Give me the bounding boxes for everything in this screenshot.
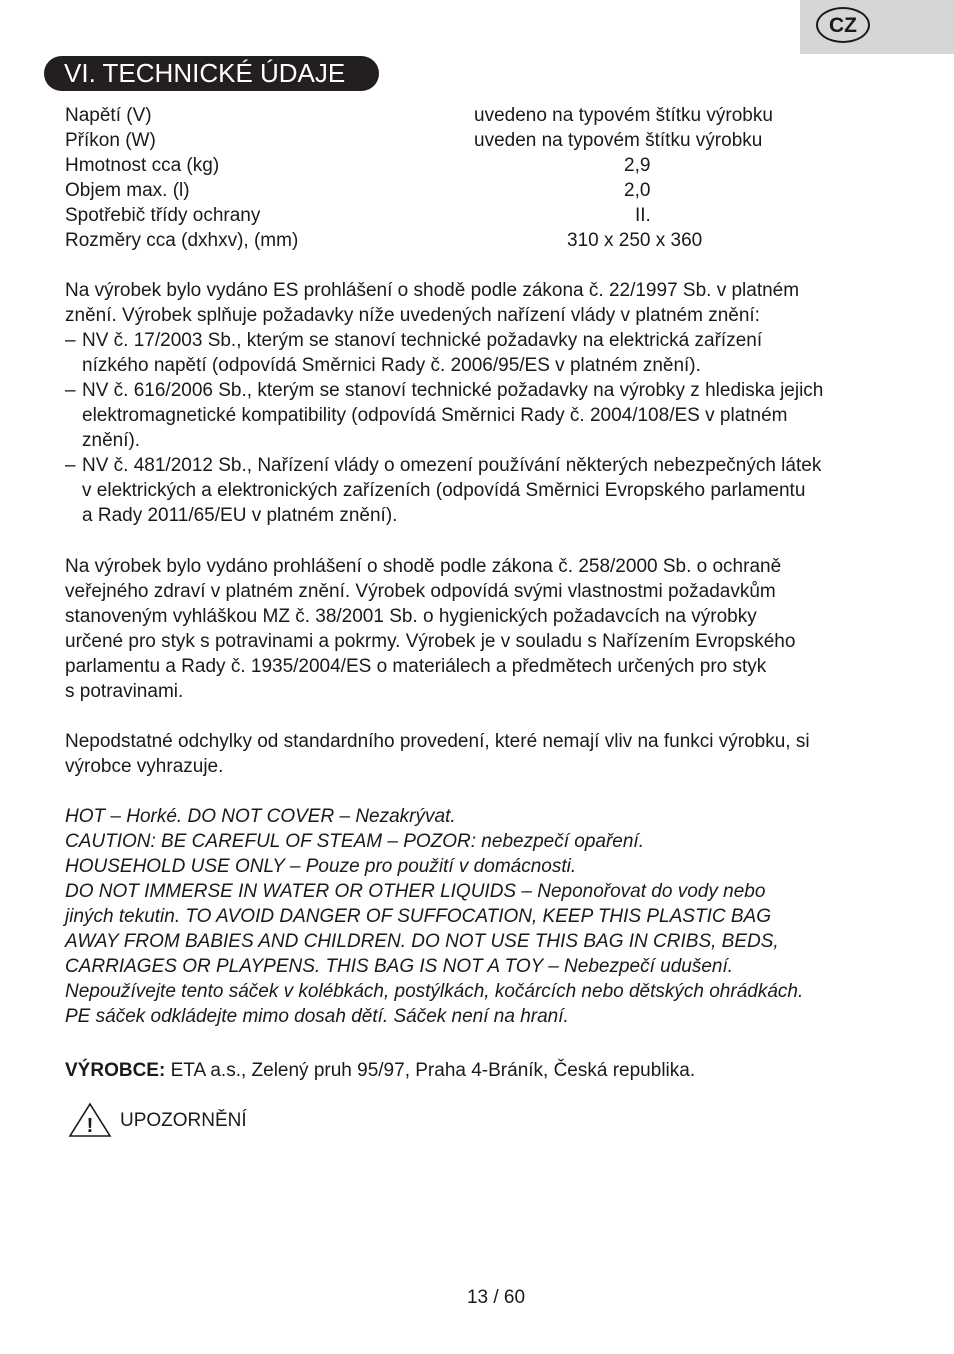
deviation-note-line: Nepodstatné odchylky od standardního provedení, které nemají vliv na funkci výrobku, si <box>65 731 810 752</box>
health-declaration-line: parlamentu a Rady č. 1935/2004/ES o materiálech a předmětech určených pro styk <box>65 656 767 677</box>
warning-symbol: ! <box>86 1115 94 1137</box>
health-declaration-line: Na výrobek bylo vydáno prohlášení o shodě podle zákona č. 258/2000 Sb. o ochraně <box>65 556 782 577</box>
spec-value: 2,0 <box>624 180 651 201</box>
warning-line: CAUTION: BE CAREFUL OF STEAM – POZOR: nebezpečí opaření. <box>65 831 644 852</box>
page-number: 13 / 60 <box>466 1287 526 1308</box>
regulation-list <box>65 328 895 528</box>
spec-row <box>65 128 865 153</box>
manufacturer-label: VÝROBCE: <box>65 1060 166 1081</box>
regulation-line: a Rady 2011/65/EU v platném znění). <box>82 505 398 526</box>
health-declaration-line: stanoveným vyhláškou MZ č. 38/2001 Sb. o hygienických požadavcích na výrobky <box>65 606 757 627</box>
spec-label: Rozměry cca (dxhxv), (mm) <box>65 230 299 251</box>
health-declaration-line: veřejného zdraví v platném znění. Výrobek odpovídá svými vlastnostmi požadavkům <box>65 581 776 602</box>
declaration-intro-line: znění. Výrobek splňuje požadavky níže uvedených nařízení vlády v platném znění: <box>65 305 760 326</box>
deviation-note <box>65 729 895 779</box>
list-dash: – <box>65 380 76 401</box>
caution-label: UPOZORNĚNÍ <box>120 1109 247 1131</box>
health-declaration <box>65 554 895 704</box>
regulation-line: elektromagnetické kompatibility (odpovídá Směrnici Rady č. 2004/108/ES v platném <box>82 405 788 426</box>
spec-row <box>65 178 865 203</box>
regulation-line: nízkého napětí (odpovídá Směrnici Rady č. 2006/95/ES v platném znění). <box>82 355 701 376</box>
spec-row <box>65 228 865 253</box>
section-title: VI. TECHNICKÉ ÚDAJE <box>44 56 379 91</box>
spec-table <box>65 103 865 253</box>
regulation-item <box>65 328 895 378</box>
regulation-line: v elektrických a elektronických zařízeních (odpovídá Směrnici Evropského parlamentu <box>82 480 806 501</box>
regulation-line: NV č. 616/2006 Sb., kterým se stanoví technické požadavky na výrobky z hlediska jejich <box>82 380 824 401</box>
spec-label: Spotřebič třídy ochrany <box>65 205 261 226</box>
manufacturer-address: ETA a.s., Zelený pruh 95/97, Praha 4-Bráník, Česká republika. <box>165 1060 696 1081</box>
health-declaration-line: s potravinami. <box>65 681 184 702</box>
warning-line: HOUSEHOLD USE ONLY – Pouze pro použití v domácnosti. <box>65 856 577 877</box>
spec-row <box>65 103 865 128</box>
regulation-item <box>65 453 895 528</box>
warning-line: DO NOT IMMERSE IN WATER OR OTHER LIQUIDS – Neponořovat do vody nebo <box>65 881 766 902</box>
caution-row <box>68 1100 247 1140</box>
spec-value: II. <box>635 205 651 226</box>
spec-value: uveden na typovém štítku výrobku <box>474 130 763 151</box>
spec-row <box>65 203 865 228</box>
spec-label: Příkon (W) <box>65 130 156 151</box>
manufacturer <box>65 1058 895 1083</box>
list-dash: – <box>65 330 76 351</box>
ec-declaration <box>65 278 895 328</box>
spec-row <box>65 153 865 178</box>
warning-triangle-icon <box>68 1102 112 1138</box>
regulation-line: znění). <box>82 430 141 451</box>
list-dash: – <box>65 455 76 476</box>
spec-value: 310 x 250 x 360 <box>567 230 703 251</box>
warning-line: CARRIAGES OR PLAYPENS. THIS BAG IS NOT A TOY – Nebezpečí udušení. <box>65 956 734 977</box>
spec-label: Objem max. (l) <box>65 180 190 201</box>
spec-value: 2,9 <box>624 155 651 176</box>
warning-line: PE sáček odkládejte mimo dosah dětí. Sáček není na hraní. <box>65 1006 569 1027</box>
warning-line: HOT – Horké. DO NOT COVER – Nezakrývat. <box>65 806 456 827</box>
warning-line: AWAY FROM BABIES AND CHILDREN. DO NOT USE THIS BAG IN CRIBS, BEDS, <box>65 931 779 952</box>
warning-line: jiných tekutin. TO AVOID DANGER OF SUFFOCATION, KEEP THIS PLASTIC BAG <box>65 906 771 927</box>
regulation-item <box>65 378 895 453</box>
language-code: CZ <box>829 13 857 37</box>
language-badge <box>816 7 870 43</box>
warnings-block <box>65 804 895 1029</box>
spec-label: Napětí (V) <box>65 105 152 126</box>
regulation-line: NV č. 481/2012 Sb., Nařízení vlády o omezení používání některých nebezpečných látek <box>82 455 822 476</box>
deviation-note-line: výrobce vyhrazuje. <box>65 756 224 777</box>
spec-label: Hmotnost cca (kg) <box>65 155 220 176</box>
regulation-line: NV č. 17/2003 Sb., kterým se stanoví technické požadavky na elektrická zařízení <box>82 330 763 351</box>
spec-value: uvedeno na typovém štítku výrobku <box>474 105 773 126</box>
health-declaration-line: určené pro styk s potravinami a pokrmy. Výrobek je v souladu s Nařízením Evropského <box>65 631 796 652</box>
declaration-intro-line: Na výrobek bylo vydáno ES prohlášení o shodě podle zákona č. 22/1997 Sb. v platném <box>65 280 800 301</box>
warning-line: Nepoužívejte tento sáček v kolébkách, postýlkách, kočárcích nebo dětských ohrádkách. <box>65 981 804 1002</box>
